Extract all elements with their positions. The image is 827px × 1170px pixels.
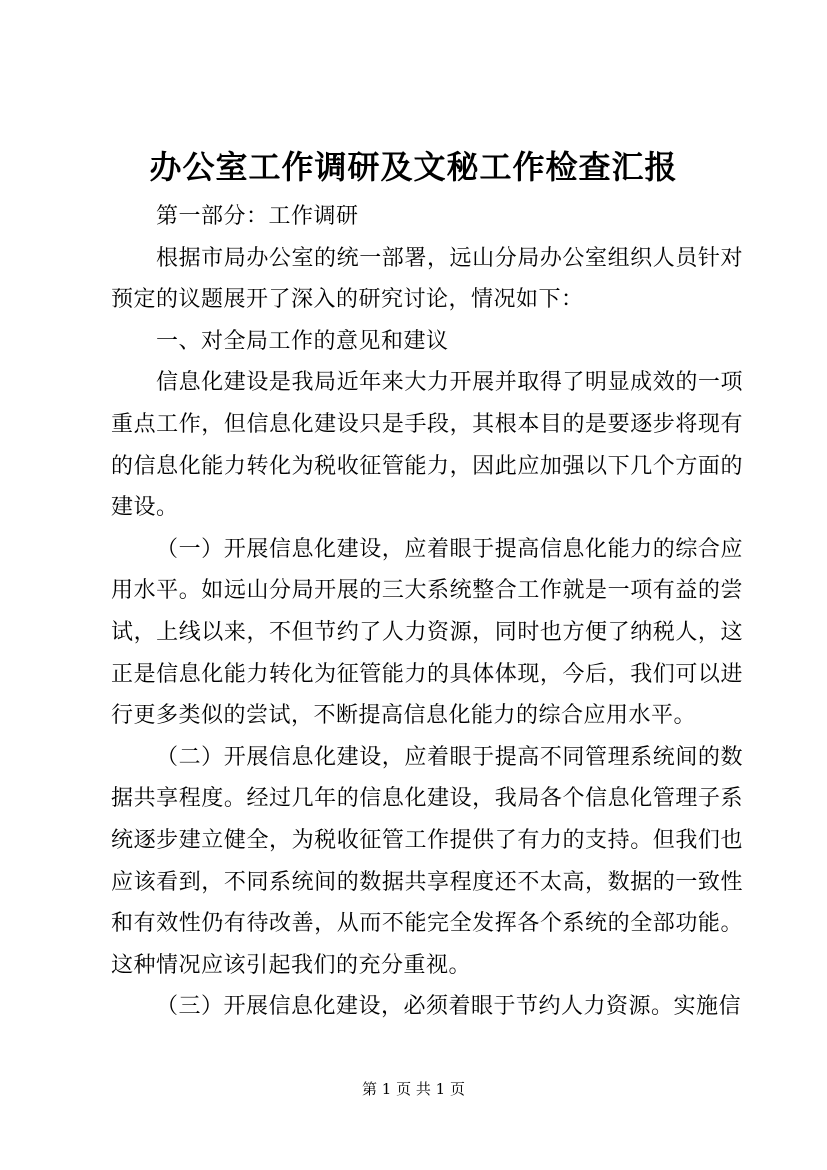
paragraph: 信息化建设是我局近年来大力开展并取得了明显成效的一项重点工作，但信息化建设只是手段，其根本目的是要逐步将现有的信息化能力转化为税收征管能力，因此应加强以下几个方面的建设。 xyxy=(111,370,743,521)
subsection-heading: 一、对全局工作的意见和建议 xyxy=(156,328,449,354)
paragraph: 根据市局办公室的统一部署，远山分局办公室组织人员针对预定的议题展开了深入的研究讨论，情况如下： xyxy=(111,245,743,313)
document-title: 办公室工作调研及文秘工作检查汇报 xyxy=(149,148,678,186)
paragraph: （二）开展信息化建设，应着眼于提高不同管理系统间的数据共享程度。经过几年的信息化建设，我局各个信息化管理子系统逐步建立健全，为税收征管工作提供了有力的支持。但我们也应该看到，不同系统间的数据共享程度还不太高，数据的一致性和有效性仍有待改善，从而不能完全发挥各个系统的全部功能。这种情况应该引起我们的充分重视。 xyxy=(111,744,743,978)
section-heading: 第一部分：工作调研 xyxy=(156,204,359,229)
page-number-footer: 第 1 页 共 1 页 xyxy=(362,1080,465,1098)
paragraph: （三）开展信息化建设，必须着眼于节约人力资源。实施信 xyxy=(156,994,742,1020)
paragraph: （一）开展信息化建设，应着眼于提高信息化能力的综合应用水平。如远山分局开展的三大系统整合工作就是一项有益的尝试，上线以来，不但节约了人力资源，同时也方便了纳税人，这正是信息化能力转化为征管能力的具体体现，今后，我们可以进行更多类似的尝试，不断提高信息化能力的综合应用水平。 xyxy=(111,536,743,729)
document-body xyxy=(111,196,743,1028)
